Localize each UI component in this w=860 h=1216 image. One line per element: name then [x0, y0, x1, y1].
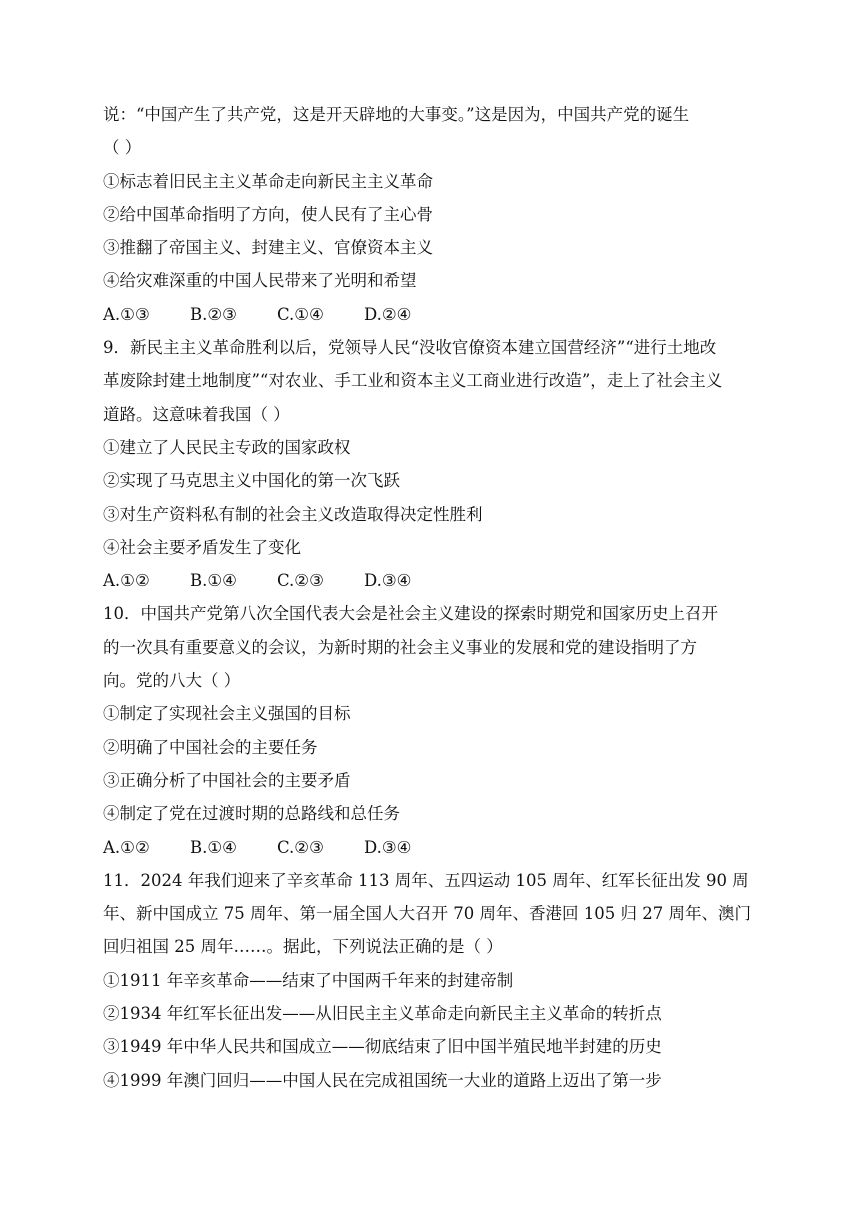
statement-item: ④1999 年澳门回归——中国人民在完成祖国统一大业的道路上迈出了第一步 — [103, 1070, 662, 1090]
option-b: B.②③ — [190, 304, 237, 324]
question-stem-line: 说：“中国产生了共产党，这是开天辟地的大事变。”这是因为，中国共产党的诞生 — [103, 105, 690, 124]
question-8 — [103, 98, 763, 331]
option-c: C.②③ — [277, 837, 324, 857]
option-a: A.①③ — [103, 304, 150, 324]
option-c: C.②③ — [277, 571, 324, 591]
statement-item: ②给中国革命指明了方向，使人民有了主心骨 — [103, 204, 433, 224]
statement-item: ①建立了人民民主专政的国家政权 — [103, 437, 351, 457]
statement-item: ②实现了马克思主义中国化的第一次飞跃 — [103, 471, 400, 491]
question-stem-line: 向。党的八大（ ） — [103, 671, 241, 691]
statement-item: ②明确了中国社会的主要任务 — [103, 737, 318, 757]
question-stem-line: （ ） — [103, 138, 142, 158]
statement-item: ③正确分析了中国社会的主要矛盾 — [103, 770, 351, 790]
option-d: D.②④ — [364, 304, 412, 324]
statement-item: ①制定了实现社会主义强国的目标 — [103, 704, 351, 724]
question-stem-line: 9．新民主主义革命胜利以后，党领导人民“没收官僚资本建立国营经济”“进行土地改 — [103, 338, 717, 358]
option-d: D.③④ — [364, 571, 412, 591]
option-a: A.①② — [103, 571, 150, 591]
option-b: B.①④ — [190, 837, 237, 857]
statement-item: ②1934 年红军长征出发——从旧民主主义革命走向新民主主义革命的转折点 — [103, 1004, 662, 1024]
statement-item: ④给灾难深重的中国人民带来了光明和希望 — [103, 271, 417, 291]
question-stem-line: 革废除封建土地制度”“对农业、手工业和资本主义工商业进行改造”，走上了社会主义 — [103, 371, 723, 391]
question-stem-line: 道路。这意味着我国（ ） — [103, 404, 290, 424]
answer-options — [103, 564, 763, 597]
document-page — [103, 98, 763, 1097]
statement-item: ④社会主要矛盾发生了变化 — [103, 537, 301, 557]
statement-item: ③推翻了帝国主义、封建主义、官僚资本主义 — [103, 238, 433, 258]
question-stem-line: 10．中国共产党第八次全国代表大会是社会主义建设的探索时期党和国家历史上召开 — [103, 604, 718, 624]
option-c: C.①④ — [277, 304, 324, 324]
question-stem-line: 回归祖国 25 周年……。据此，下列说法正确的是（ ） — [103, 937, 503, 957]
question-stem-line: 的一次具有重要意义的会议，为新时期的社会主义事业的发展和党的建设指明了方 — [103, 637, 697, 657]
statement-item: ④制定了党在过渡时期的总路线和总任务 — [103, 804, 400, 824]
answer-options — [103, 831, 763, 864]
question-11 — [103, 864, 763, 1097]
option-a: A.①② — [103, 837, 150, 857]
option-b: B.①④ — [190, 571, 237, 591]
statement-item: ③1949 年中华人民共和国成立——彻底结束了旧中国半殖民地半封建的历史 — [103, 1037, 662, 1057]
statement-item: ③对生产资料私有制的社会主义改造取得决定性胜利 — [103, 504, 483, 524]
option-d: D.③④ — [364, 837, 412, 857]
question-stem-line: 年、新中国成立 75 周年、第一届全国人大召开 70 周年、香港回 105 归 27 周年、澳门 — [103, 904, 751, 924]
question-stem-line: 11．2024 年我们迎来了辛亥革命 113 周年、五四运动 105 周年、红军长征出发 90 周 — [103, 870, 749, 890]
statement-item: ①标志着旧民主主义革命走向新民主主义革命 — [103, 171, 433, 191]
question-10 — [103, 597, 763, 863]
question-9 — [103, 331, 763, 597]
statement-item: ①1911 年辛亥革命——结束了中国两千年来的封建帝制 — [103, 970, 514, 990]
answer-options — [103, 298, 763, 331]
